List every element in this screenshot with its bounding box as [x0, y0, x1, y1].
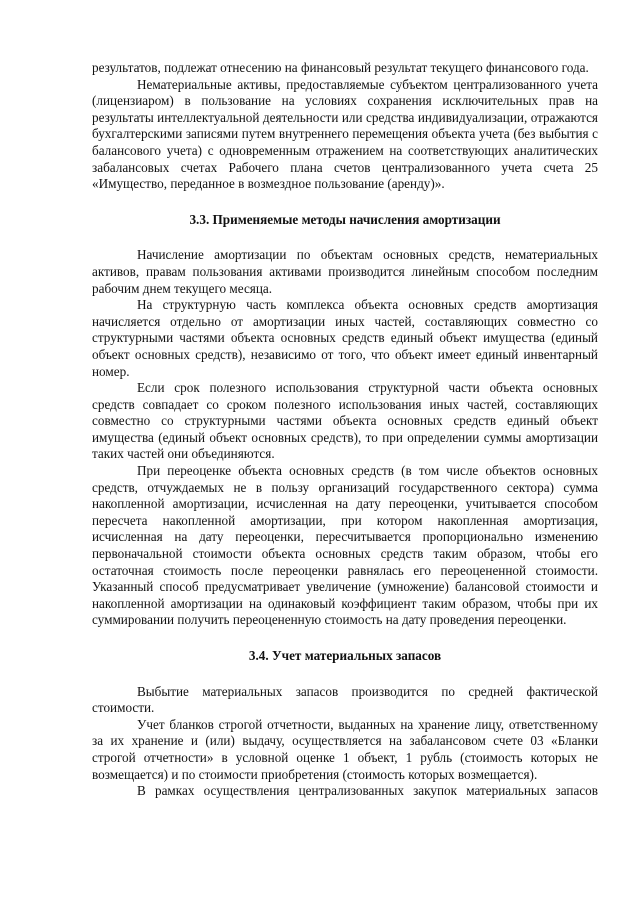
paragraph-amortization-method: Начисление амортизации по объектам основных средств, нематериальных активов, правам пользования активами производится линейным способом последним рабочим днем текущего месяца.: [92, 247, 598, 296]
paragraph-revaluation: При переоценке объекта основных средств (в том числе объектов основных средств, отчуждаемых не в пользу организаций государственного сектора) сумма накопленной амортизации, исчисленная на дату переоценки, учитывается способом пересчета накопленной амортизации, при котором накопленная амортизация, исчисленная на дату переоценки, пересчитывается пропорционально изменению первоначальной стоимости объекта основных средств таким образом, чтобы его остаточная стоимость после переоценки равнялась его переоцененной стоимости. Указанный способ предусматривает увеличение (умножение) балансовой стоимости и накопленной амортизации на одинаковый коэффициент таким образом, чтобы при их суммировании получить переоцененную стоимость на дату проведения переоценки.: [92, 463, 598, 628]
section-heading-3-4: 3.4. Учет материальных запасов: [248, 648, 442, 663]
document-page: [92, 60, 598, 800]
paragraph-inventory-disposal: Выбытие материальных запасов производится по средней фактической стоимости.: [92, 683, 598, 716]
paragraph-structural-part: На структурную часть комплекса объекта основных средств амортизация начисляется отдельно от амортизации иных частей, составляющих совместно со структурными частями объекта основных средств единый объект имущества (единый объект основных средств), независимо от того, что объект имеет единый инвентарный номер.: [92, 297, 598, 379]
paragraph-useful-life: Если срок полезного использования структурной части объекта основных средств совпадает со сроком полезного использования иных частей, составляющих совместно со структурными частями объекта основных средств единый объект имущества (единый объект основных средств), то при определении суммы амортизации таких частей они объединяются.: [92, 380, 598, 462]
paragraph-intangible-assets: Нематериальные активы, предоставляемые субъектом централизованного учета (лицензиаром) в пользование на условиях сохранения исключительных прав на результаты интеллектуальной деятельности или средства индивидуализации, отражаются бухгалтерскими записями путем внутреннего перемещения объекта учета (без выбытия с балансового учета) с одновременным отражением на соответствующих аналитических забалансовых счетах Рабочего плана счетов централизованного учета счета 25 «Имущество, переданное в возмездное пользование (аренду)».: [92, 76, 598, 192]
section-heading-3-3: 3.3. Применяемые методы начисления амортизации: [189, 211, 501, 227]
paragraph-strict-forms: Учет бланков строгой отчетности, выданных на хранение лицу, ответственному за их хранение и (или) выдачу, осуществляется на забалансовом счете 03 «Бланки строгой отчетности» в условной оценке 1 объект, 1 рубль (стоимость которых не возмещается) и по стоимости приобретения (стоимость которых возмещается).: [92, 716, 598, 782]
paragraph-continuation: результатов, подлежат отнесению на финансовый результат текущего финансового года.: [92, 60, 589, 75]
paragraph-centralized-purchases: В рамках осуществления централизованных закупок материальных запасов: [137, 783, 598, 799]
